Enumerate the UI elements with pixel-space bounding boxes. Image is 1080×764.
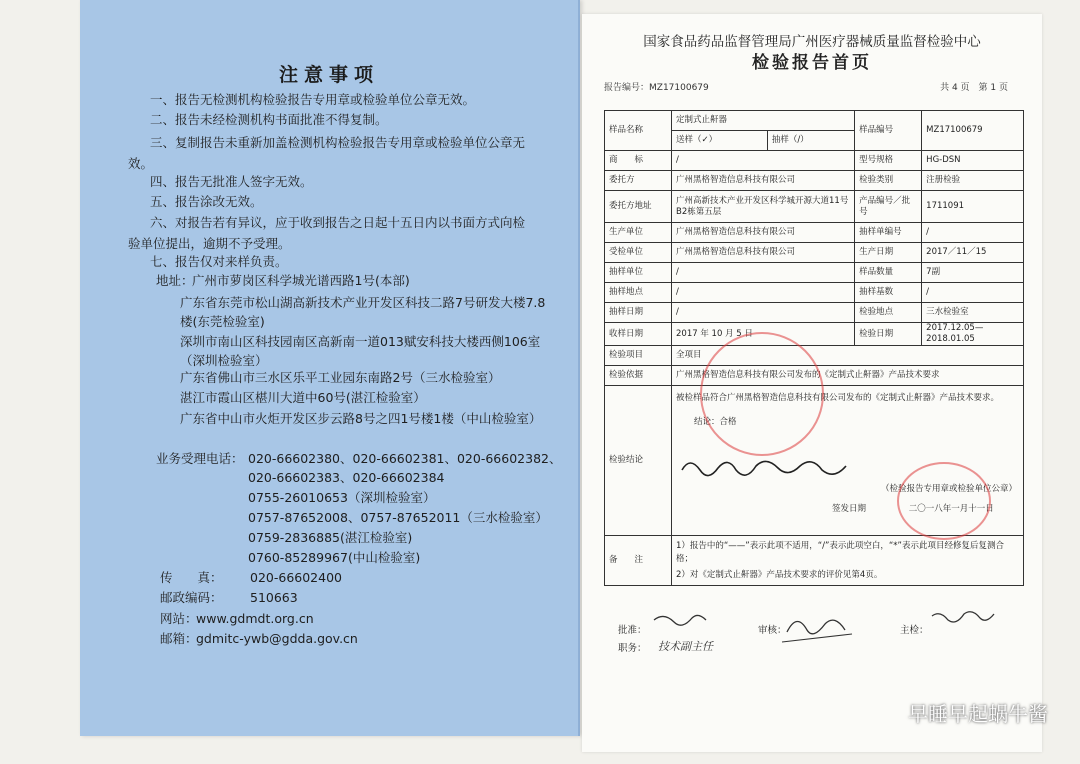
client-address: 广州高新技术产业开发区科学城开源大道11号B2栋第五层 [672,191,855,223]
send-sample: 送样（✓） [672,131,768,151]
test-type-label: 检验类别 [855,171,922,191]
notice-item: 四、报告无批准人签字无效。 [150,174,313,189]
phone-line: 020-66602380、020-66602381、020-66602382、 [248,451,562,466]
prod-date-label: 生产日期 [855,243,922,263]
address-line: 广州市萝岗区科学城光谱西路1号(本部) [192,273,410,288]
draw-unit-no: / [922,223,1024,243]
address-line: 广东省中山市火炬开发区步云路8号之四1号楼1楼（中山检验室） [180,411,542,426]
sample-no: MZ17100679 [922,111,1024,151]
address-line: 湛江市霞山区椹川大道中60号(湛江检验室） [180,390,426,405]
remark-line: 1）报告中的“——”表示此项不适用，“/”表示此项空白，“*”表示此项目经修复后复测合格； [676,540,1004,564]
remark-line: 2）对《定制式止鼾器》产品技术要求的评价见第4页。 [676,569,883,580]
batch-label: 产品编号／批号 [855,191,922,223]
sign-date-label: 签发日期 [832,504,867,514]
sample-name: 定制式止鼾器 [672,111,855,131]
notice-title: 注意事项 [278,64,379,86]
phone-line: 0760-85289967(中山检验室) [248,550,421,565]
fax-label: 传 真： [160,570,223,585]
approve-label: 批准： [618,625,647,636]
postcode-value: 510663 [250,590,298,605]
address-label: 地址： [156,273,194,288]
website-label: 网站： [160,611,198,626]
tested-unit: 广州黑格智造信息科技有限公司 [672,243,855,263]
draw-place: / [672,283,855,303]
test-basis: 广州黑格智造信息科技有限公司发布的《定制式止鼾器》产品技术要求 [672,366,1024,386]
batch: 1711091 [922,191,1024,223]
page-info: 共 4 页 第 1 页 [940,83,1008,93]
phone-line: 020-66602383、020-66602384 [248,470,445,485]
address-line: 广东省佛山市三水区乐平工业园东南路2号（三水检验室） [180,370,501,385]
sample-name-label: 样品名称 [605,111,672,151]
report-number: 报告编号：MZ17100679 [604,83,709,93]
draw-unit: / [672,263,855,283]
fax-value: 020-66602400 [250,570,342,585]
report-seal-stamp [897,462,991,540]
website-value: www.gdmdt.org.cn [196,611,314,626]
model: HG-DSN [922,151,1024,171]
producer-label: 生产单位 [605,223,672,243]
stamp-note: （检验报告专用章或检验单位公章） [880,484,1017,494]
phone-label: 业务受理电话： [156,451,244,466]
test-basis-label: 检验依据 [605,366,672,386]
notice-item: 二、报告未经检测机构书面批准不得复制。 [150,112,388,127]
main-test-label: 主检： [900,625,929,636]
draw-base-label: 抽样基数 [855,283,922,303]
client-address-label: 委托方地址 [605,191,672,223]
sample-qty: 7副 [922,263,1024,283]
sample-no-label: 样品编号 [855,111,922,151]
client-label: 委托方 [605,171,672,191]
receive-date: 2017 年 10 月 5 日 [672,323,855,346]
notice-item: 五、报告涂改无效。 [150,194,263,209]
phone-line: 0757-87652008、0757-87652011（三水检验室） [248,510,548,525]
receive-date-label: 收样日期 [605,323,672,346]
producer: 广州黑格智造信息科技有限公司 [672,223,855,243]
postcode-label: 邮政编码： [160,590,223,605]
review-label: 审核： [758,625,787,636]
address-line: 深圳市南山区科技园南区高新南一道013赋安科技大楼西侧106室（深圳检验室） [180,334,541,368]
test-items-label: 检验项目 [605,346,672,366]
approve-role-label: 职务： [618,643,647,654]
phone-line: 0755-26010653（深圳检验室） [248,490,436,505]
prod-date: 2017／11／15 [922,243,1024,263]
test-place-label: 检验地点 [855,303,922,323]
draw-place-label: 抽样地点 [605,283,672,303]
address-line: 广东省东莞市松山湖高新技术产业开发区科技二路7号研发大楼7.8楼(东莞检验室) [180,295,546,329]
test-items: 全项目 [672,346,1024,366]
report-title: 检验报告首页 [752,53,872,73]
notice-item: 三、复制报告未重新加盖检测机构检验报告专用章或检验单位公章无效。 [128,135,526,171]
draw-date: / [672,303,855,323]
approve-role-signature: 技术副主任 [658,640,713,653]
draw-date-label: 抽样日期 [605,303,672,323]
brand-label: 商 标 [605,151,672,171]
test-date: 2017.12.05—2018.01.05 [922,323,1024,346]
conclusion-word: 结论：合格 [694,417,737,427]
test-type: 注册检验 [922,171,1024,191]
notice-item: 一、报告无检测机构检验报告专用章或检验单位公章无效。 [150,92,476,107]
draw-sample: 抽样（/） [767,131,854,151]
email-label: 邮箱： [160,631,198,646]
phone-line: 0759-2836885(湛江检验室) [248,530,413,545]
sign-date: 二〇一八年一月十一日 [908,504,994,514]
brand: / [672,151,855,171]
draw-unit-no-label: 抽样单编号 [855,223,922,243]
sample-qty-label: 样品数量 [855,263,922,283]
draw-unit-label: 抽样单位 [605,263,672,283]
email-value: gdmitc-ywb@gdda.gov.cn [196,631,358,646]
model-label: 型号规格 [855,151,922,171]
draw-base: / [922,283,1024,303]
notice-item: 七、报告仅对来样负责。 [150,254,288,269]
org-name: 国家食品药品监督管理局广州医疗器械质量监督检验中心 [643,34,981,50]
tested-unit-label: 受检单位 [605,243,672,263]
test-date-label: 检验日期 [855,323,922,346]
remark-label: 备 注 [605,536,672,586]
inspection-seal-stamp [700,332,824,456]
test-place: 三水检验室 [922,303,1024,323]
notice-page [80,0,580,736]
conclusion-label: 检验结论 [605,386,672,536]
notice-item: 六、对报告若有异议，应于收到报告之日起十五日内以书面方式向检验单位提出，逾期不予受理。 [128,215,526,251]
client: 广州黑格智造信息科技有限公司 [672,171,855,191]
conclusion-text: 被检样品符合广州黑格智造信息科技有限公司发布的《定制式止鼾器》产品技术要求。 [676,393,1000,403]
report-first-page [582,14,1042,752]
watermark-text: 早睡早起蜗牛酱 [908,702,1048,726]
